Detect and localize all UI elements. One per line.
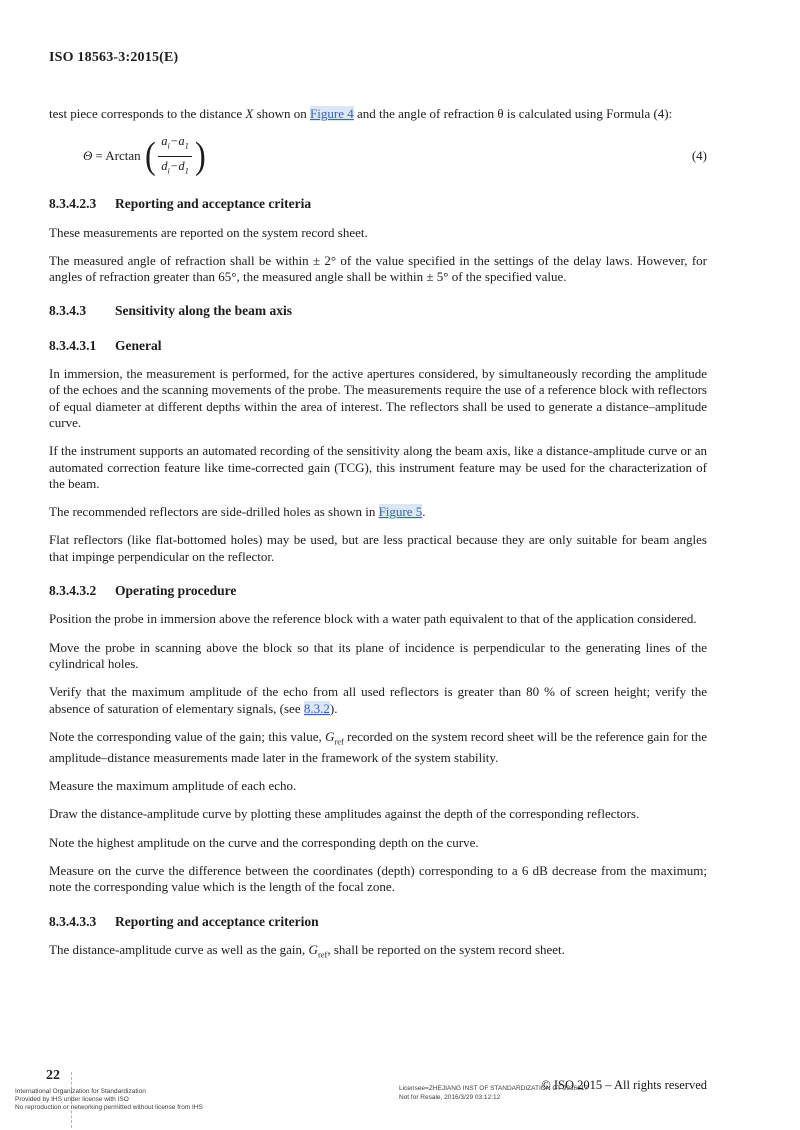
text-run: recorded on the system record sheet will be the reference gain for the amplitude–distance measurements made later in the framework of the system stability. xyxy=(49,728,707,765)
formula-number: (4) xyxy=(691,148,707,164)
figure-5-link[interactable]: Figure 5 xyxy=(378,504,423,520)
text-run: and the angle of refraction θ is calculated using Formula (4): xyxy=(353,106,673,121)
text-run: Draw the distance-amplitude curve by plotting these amplitudes against the depth of the corresponding reflectors. xyxy=(49,806,640,822)
text-run: In immersion, the measurement is performed, for the active apertures considered, by simultaneously recording the amplitude of the echoes and the scanning movements of the probe. The measurements require the use of a reference block with reflectors of equal diameter at different depths within the area of interest. The reflectors shall be used to generate a distance–amplitude curve. xyxy=(49,366,707,430)
paragraph xyxy=(49,863,707,896)
heading-title: Reporting and acceptance criterion xyxy=(115,913,319,929)
paragraph-intro xyxy=(49,106,707,122)
text-run: Verify that the maximum amplitude of the echo from all used reflectors is greater than 80 % of screen height; verify the absence of saturation of elementary signals, (see xyxy=(49,684,707,716)
paragraph xyxy=(49,366,707,431)
var-a: a xyxy=(161,134,168,149)
fraction-denominator xyxy=(158,157,192,179)
heading-title: Sensitivity along the beam axis xyxy=(115,303,293,319)
figure-4-link[interactable]: Figure 4 xyxy=(310,106,354,121)
minus-sign: − xyxy=(169,158,179,173)
paragraph xyxy=(49,729,707,766)
subscript-i: i xyxy=(167,140,170,151)
paragraph xyxy=(49,778,707,794)
var-d: d xyxy=(178,158,185,173)
licensee-line: Licensee=ZHEJIANG INST OF STANDARDIZATION CT 9936617 xyxy=(399,1085,588,1092)
text-run: Note the highest amplitude on the curve and the corresponding depth on the curve. xyxy=(49,834,479,850)
ihs-line: Provided by IHS under license with ISO xyxy=(15,1095,129,1103)
text-run: The distance-amplitude curve as well as the gain, xyxy=(49,941,309,957)
doc-reference: ISO 18563-3:2015(E) xyxy=(49,50,179,65)
heading-title: General xyxy=(115,337,162,353)
heading-number: 8.3.4.2.3 xyxy=(49,196,97,212)
paragraph xyxy=(49,611,707,627)
paragraph xyxy=(49,532,707,565)
content-area xyxy=(49,106,707,975)
fraction-numerator xyxy=(158,134,192,157)
heading-8-3-4-3-2 xyxy=(49,583,707,599)
left-paren: ( xyxy=(144,135,156,178)
heading-8-3-4-3-3 xyxy=(49,914,707,930)
var-g: G xyxy=(308,941,318,957)
formula-4 xyxy=(49,134,707,178)
heading-number: 8.3.4.3 xyxy=(49,303,87,319)
ihs-line: International Organization for Standardization xyxy=(15,1088,146,1095)
right-paren: ) xyxy=(194,135,206,178)
heading-number: 8.3.4.3.1 xyxy=(49,337,97,353)
paragraph xyxy=(49,684,707,717)
page-number: 22 xyxy=(46,1068,60,1083)
text-run: The measured angle of refraction shall be within ± 2° of the value specified in the settings of the delay laws. However, for angles of refraction greater than 65°, the measured angle shall be within ± 5° of the specified value. xyxy=(49,252,707,285)
text-run: ). xyxy=(329,700,338,716)
heading-number: 8.3.4.3.3 xyxy=(49,913,97,929)
subscript-ref: ref xyxy=(317,949,328,960)
text-run: shown on xyxy=(253,106,311,121)
paragraph xyxy=(49,806,707,822)
paragraph xyxy=(49,225,707,241)
heading-title: Reporting and acceptance criteria xyxy=(115,196,312,212)
heading-number: 8.3.4.3.2 xyxy=(49,583,97,599)
paragraph xyxy=(49,942,707,963)
subscript-i: i xyxy=(167,165,170,176)
fraction xyxy=(158,134,192,178)
formula-operator: = Arctan xyxy=(95,148,141,164)
section-8-3-2-link[interactable]: 8.3.2 xyxy=(303,700,330,716)
subscript-ref: ref xyxy=(334,736,344,747)
copyright-notice: © ISO 2015 – All rights reserved xyxy=(541,1078,707,1092)
text-run: Position the probe in immersion above the reference block with a water path equivalent to that of the application considered. xyxy=(49,611,697,627)
text-run: Measure on the curve the difference between the coordinates (depth) corresponding to a 6 dB decrease from the maximum; note the corresponding value which is the length of the focal zone. xyxy=(49,862,707,895)
paragraph xyxy=(49,443,707,492)
text-run: , shall be reported on the system record sheet. xyxy=(327,941,565,957)
text-run: If the instrument supports an automated recording of the sensitivity along the beam axis, like a distance-amplitude curve or an automated correction feature like time-corrected gain (TCG), this instrument feature may be used for the characterization of the beam. xyxy=(49,443,707,491)
subscript-1: 1 xyxy=(184,140,189,151)
text-run: These measurements are reported on the system record sheet. xyxy=(49,224,368,240)
paragraph xyxy=(49,835,707,851)
text-run: test piece corresponds to the distance xyxy=(49,106,246,121)
ihs-line: No reproduction or networking permitted without license from IHS xyxy=(15,1103,203,1111)
text-run: Measure the maximum amplitude of each echo. xyxy=(49,778,297,794)
heading-8-3-4-2-3 xyxy=(49,196,707,212)
text-run: Move the probe in scanning above the block so that its plane of incidence is perpendicular to the generating lines of the cylindrical holes. xyxy=(49,639,707,671)
minus-sign: − xyxy=(169,134,179,149)
var-a: a xyxy=(178,134,185,149)
heading-8-3-4-3 xyxy=(49,303,707,319)
paragraph xyxy=(49,253,707,286)
text-run: The recommended reflectors are side-drilled holes as shown in xyxy=(49,504,379,520)
paragraph xyxy=(49,640,707,673)
var-d: d xyxy=(161,158,168,173)
heading-title: Operating procedure xyxy=(115,583,237,599)
text-run: Flat reflectors (like flat-bottomed holes) may be used, but are less practical because they are only suitable for beam angles that impinge perpendicular on the reflector. xyxy=(49,532,707,564)
paragraph xyxy=(49,504,707,520)
subscript-1: 1 xyxy=(184,165,189,176)
formula-theta: Θ xyxy=(83,148,93,164)
ihs-license-note xyxy=(15,1088,203,1111)
text-run: Note the corresponding value of the gain; this value, xyxy=(49,728,326,744)
var-x: X xyxy=(245,106,254,121)
heading-8-3-4-3-1 xyxy=(49,338,707,354)
licensee-line: Not for Resale, 2016/3/29 03:12:12 xyxy=(399,1094,501,1102)
text-run: . xyxy=(422,504,426,520)
var-g: G xyxy=(325,728,335,744)
formula-expression xyxy=(83,134,207,178)
